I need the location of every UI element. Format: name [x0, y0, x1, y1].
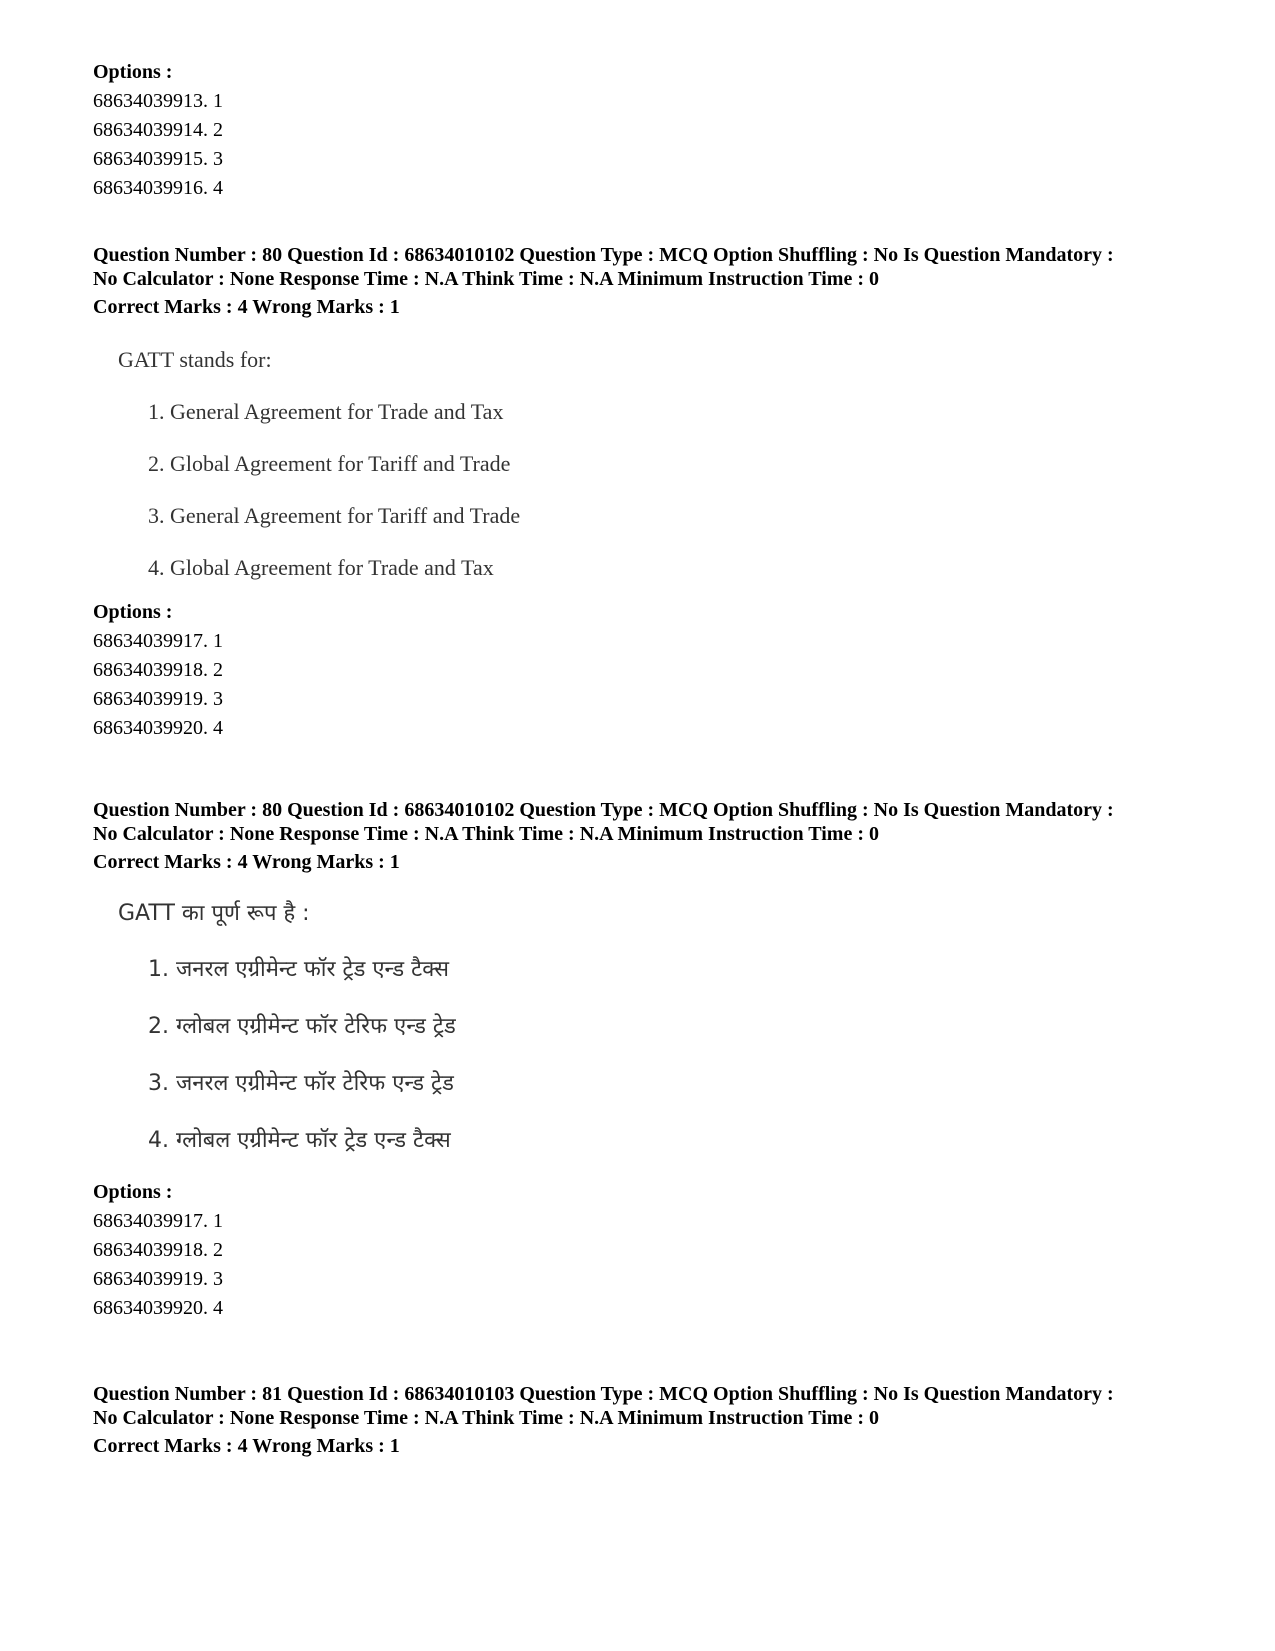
option-item: 68634039917. 1 [93, 1210, 223, 1232]
options-block-q79 [93, 58, 1213, 203]
question-image-q80-en [118, 344, 818, 594]
question-choice: 1. जनरल एग्रीमेन्ट फॉर ट्रेड एन्ड टैक्स [148, 957, 449, 982]
option-item: 68634039914. 2 [93, 119, 223, 141]
question-choice: 1. General Agreement for Trade and Tax [148, 399, 504, 424]
option-item: 68634039918. 2 [93, 659, 223, 681]
options-block-q80-en [93, 598, 1213, 743]
question-header-q80-en [93, 243, 1213, 322]
question-choice: 4. ग्लोबल एग्रीमेन्ट फॉर ट्रेड एन्ड टैक्स [148, 1128, 451, 1153]
options-title: Options : [93, 601, 173, 623]
question-marks: Correct Marks : 4 Wrong Marks : 1 [93, 296, 400, 318]
question-choice: 4. Global Agreement for Trade and Tax [148, 555, 494, 580]
question-stem: GATT stands for: [118, 347, 272, 372]
question-choice: 2. ग्लोबल एग्रीमेन्ट फॉर टेरिफ एन्ड ट्रेड [148, 1014, 456, 1039]
question-meta-line1: Question Number : 80 Question Id : 68634010102 Question Type : MCQ Option Shuffling : No Is Question Mandatory : [93, 799, 1114, 821]
question-meta-line2: No Calculator : None Response Time : N.A Think Time : N.A Minimum Instruction Time : 0 [93, 823, 879, 845]
option-item: 68634039919. 3 [93, 1268, 223, 1290]
question-meta-line2: No Calculator : None Response Time : N.A Think Time : N.A Minimum Instruction Time : 0 [93, 1407, 879, 1429]
question-meta-line1: Question Number : 80 Question Id : 68634010102 Question Type : MCQ Option Shuffling : No Is Question Mandatory : [93, 244, 1114, 266]
question-choice: 2. Global Agreement for Tariff and Trade [148, 451, 511, 476]
question-image-q80-hi [118, 898, 818, 1168]
option-item: 68634039918. 2 [93, 1239, 223, 1261]
options-block-q80-hi [93, 1178, 1213, 1323]
question-meta-line1: Question Number : 81 Question Id : 68634010103 Question Type : MCQ Option Shuffling : No Is Question Mandatory : [93, 1383, 1114, 1405]
option-item: 68634039917. 1 [93, 630, 223, 652]
question-header-q80-hi [93, 798, 1213, 877]
question-marks: Correct Marks : 4 Wrong Marks : 1 [93, 1435, 400, 1457]
question-meta-line2: No Calculator : None Response Time : N.A Think Time : N.A Minimum Instruction Time : 0 [93, 268, 879, 290]
question-marks: Correct Marks : 4 Wrong Marks : 1 [93, 851, 400, 873]
option-item: 68634039920. 4 [93, 1297, 223, 1319]
option-item: 68634039915. 3 [93, 148, 223, 170]
option-item: 68634039919. 3 [93, 688, 223, 710]
options-title: Options : [93, 61, 173, 83]
option-item: 68634039916. 4 [93, 177, 223, 199]
question-choice: 3. जनरल एग्रीमेन्ट फॉर टेरिफ एन्ड ट्रेड [148, 1071, 454, 1096]
question-stem: GATT का पूर्ण रूप है : [118, 901, 310, 926]
option-item: 68634039913. 1 [93, 90, 223, 112]
options-title: Options : [93, 1181, 173, 1203]
question-choice: 3. General Agreement for Tariff and Trade [148, 503, 521, 528]
option-item: 68634039920. 4 [93, 717, 223, 739]
question-header-q81 [93, 1382, 1213, 1461]
